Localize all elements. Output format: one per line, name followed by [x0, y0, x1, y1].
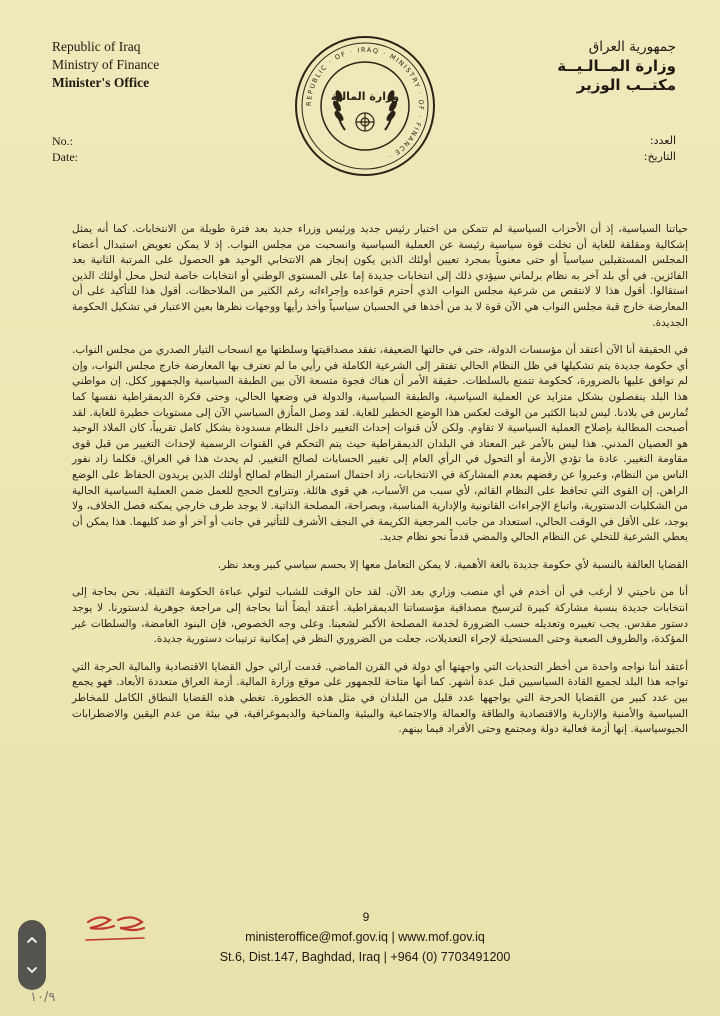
handwritten-signature	[80, 910, 150, 950]
number-label-ar: العدد:	[649, 134, 676, 147]
svg-text:REPUBLIC · OF · IRAQ · MINISTR: REPUBLIC · OF · IRAQ · MINISTRY · OF · FINANCE ·	[304, 45, 426, 161]
page-number: 9	[362, 910, 370, 924]
reference-fields-en	[52, 133, 78, 165]
header-ar-office: مكتــب الوزير	[576, 76, 676, 94]
paragraph-2: في الحقيقة أنا الآن أعتقد أن مؤسسات الدولة، حتى في حالتها الضعيفة، تفقد مصداقيتها وسلطتها مع انسحاب التيار الصدري من مجلس النواب. أي حكومة جديدة يتم تشكيلها في ظل النظام الحالي تفتقر إلى الشرعية الكاملة في رأيي ما لم تعترف بها المعارضة خارج مجلس النواب، وإن لم توافق عليها بالضرورة، كحكومة تتمتع بالسلطات. حقيقة الأمر أن هناك فجوة متسعة الآن بين الطبقة السياسية والجمهور ككل. إن مواطني هذا البلد ينفصلون بشكل متزايد عن العملية السياسية، والطبقة السياسية، والدولة في وضعها الحالي، وحتى فكرة الديمقراطية نفسها كما تُمارس في بلادنا. ليس لدينا الكثير من الوقت لعكس هذا الوضع الخطير للغاية. لقد وصل المأزق السياسي الآن إلى مستويات خطيرة للغاية. لقد أصبحت المطالبة بإصلاح العملية السياسية لا تقاوم. ولكن لأن قنوات إحداث التغيير داخل النظام مسدودة بشكل كامل تقريباً، كان الملاذ الوحيد هو العصيان المدني. هذا ليس بالأمر غير المعتاد في البلدان الديمقراطية حيث يتم التحكم في القنوات الرسمية لإحداث التغيير من قبل قوى مقاومة التغيير. عادة ما تؤدي الأزمة أو التحول في الرأي العام إلى تغيير الحسابات لصالح التغيير. لم يحدث هذا في العراق. فكلما زاد نفور الناس من النظام، وعبروا عن رفضهم بعدم المشاركة في الانتخابات، زاد احتمال استمرار النظام لصالح أولئك الذين يريدون الحفاظ على الوضع الراهن. إن القوى التي تحافظ على النظام القائم، لأي سبب من الأسباب، هي قوى هائلة. وتتراوح الحجج للعمل ضمن العملية السياسية الحالية من الشكليات الدستورية، واتباع الإجراءات القانونية والإدارية المناسبة، وبصراحة، المصلحة الذاتية. لا يوجد طرف خارجي يمكنه فصل الخلاف، ولا يوجد، على الأقل في الوقت الحالي، استعداد من جانب المرجعية الكريمة في النجف الأشرف للتأثير في جانب أو آخر أو ضد كليهما. هذا يمكن أن يعطي الشرعية للتخلي عن النظام الحالي والمضي قدماً نحو نظام جديد.	[72, 344, 688, 544]
header-en-country: Republic of Iraq	[52, 39, 141, 54]
letter-body	[72, 222, 688, 750]
seal-center-text: وزارة المالية	[330, 90, 400, 103]
handwritten-date-note: ١٠/٩	[30, 990, 56, 1005]
ministry-seal-logo	[293, 34, 437, 178]
chevron-down-icon[interactable]	[26, 964, 38, 976]
footer-address: St.6, Dist.147, Baghdad, Iraq | +964 (0) 7703491200	[219, 950, 511, 964]
header-en-office: Minister's Office	[52, 75, 150, 90]
paragraph-3: القضايا العالقة بالنسبة لأي حكومة جديدة بالغة الأهمية. لا يمكن التعامل معها إلا بحسم سياسي كبير وبعد نظر.	[217, 558, 688, 571]
paragraph-1: حياتنا السياسية، إذ أن الأحزاب السياسية لم تتمكن من اختيار رئيس جديد ورئيس وزراء جديد بعد فترة طويلة من الانتخابات. كما أنه يمثل إشكالية ومقلقة للغاية أن تخلت قوة سياسية رئيسة عن العملية السياسية وانسحبت من مجلس النواب. إذ لا يمكن تعويض استبدال أعضاء المجلس المستقيلين سياسياً أو حتى معنوياً بمجرد تعيين أولئك الذين يكون إنجاز هم الانتخابي الوحيد هو الحصول على المرتبة الثانية بعد الفائزين. في أي بلد آخر به نظام برلماني سيؤدي ذلك إلى انتخابات جديدة إما على المستوى الوطني أو انتخابات خاصة لتحل محل أولئك الذين استقالوا. أقول هذا لا لانتقص من شرعية مجلس النواب الذي أحترم قواعده وإجراءاته رغم الكثير من الملاحظات. أقول هذا للتأكيد على أن المعارضة خارج قبة مجلس النواب هي الآن قوة لا بد من أخذها في الحسبان سياسياً وأخذ رأيها ووجهات نظرها بعين الاعتبار في تشكيل الحكومة الجديدة.	[72, 223, 688, 329]
footer-contact: ministeroffice@mof.gov.iq | www.mof.gov.iq	[245, 930, 485, 944]
header-english	[52, 38, 262, 92]
chevron-up-icon[interactable]	[26, 934, 38, 946]
paragraph-4: أنا من ناحيتي لا أرغب في أن أخدم في أي منصب وزاري بعد الآن. لقد حان الوقت للشباب لتولي عباءة الحكومة الثقيلة. نحن بحاجة إلى انتخابات جديدة بنسبة مشاركة كبيرة لترسيخ مصداقية مؤسساتنا الديمقراطية. أعتقد أيضاً أننا بحاجة إلى مراجعة جوهرية لدستورنا. لا يوجد دستور مقدس. يجب تغييره وتعديله حسب الضرورة لخدمة المصلحة الأكبر لشعبنا. وعلى وجه الخصوص، فإن البنود الغامضة، والسلطات غير المؤكدة، والظروف الصعبة وحتى المستحيلة لإجراء التعديلات، جعلت من الضروري النظر في إمكانية ترتيبات دستورية جديدة.	[72, 586, 688, 646]
page-scroll-control[interactable]	[18, 920, 46, 990]
header-ar-ministry: وزارة المــالـيــة	[557, 57, 676, 75]
header-en-ministry: Ministry of Finance	[52, 57, 160, 72]
number-label: No.:	[52, 134, 73, 148]
date-label: Date:	[52, 150, 78, 164]
date-label-ar: التاريخ:	[643, 150, 676, 163]
paragraph-5: أعتقد أننا نواجه واحدة من أخطر التحديات التي واجهتها أي دولة في القرن الماضي. قدمت آرائي حول القضايا الاقتصادية والمالية الحرجة التي تواجه هذا البلد لجميع القادة السياسيين قبل عدة أشهر. كما أنها متاحة للجمهور على موقع وزارة المالية. أزمة العراق متعددة الأبعاد. فهو يجمع بين عدد كبير من القضايا الحرجة التي يواجهها عدد قليل من البلدان في مثل هذه الخطورة. تغطي هذه القضايا النطاق الكامل للمخاطر السياسية والأمنية والإدارية والاقتصادية والطاقة والعمالة والاجتماعية والبيئية والمناخية والديموغرافية، في بيئة من عدم اليقين والاضطرابات الجيوسياسية. إنها أزمة فعالية دولة ومجتمع وحتى الأفراد فيما بينهم.	[72, 660, 688, 736]
header-ar-country: جمهورية العراق	[588, 39, 676, 55]
header-arabic	[496, 38, 676, 95]
reference-fields-ar	[644, 133, 676, 165]
